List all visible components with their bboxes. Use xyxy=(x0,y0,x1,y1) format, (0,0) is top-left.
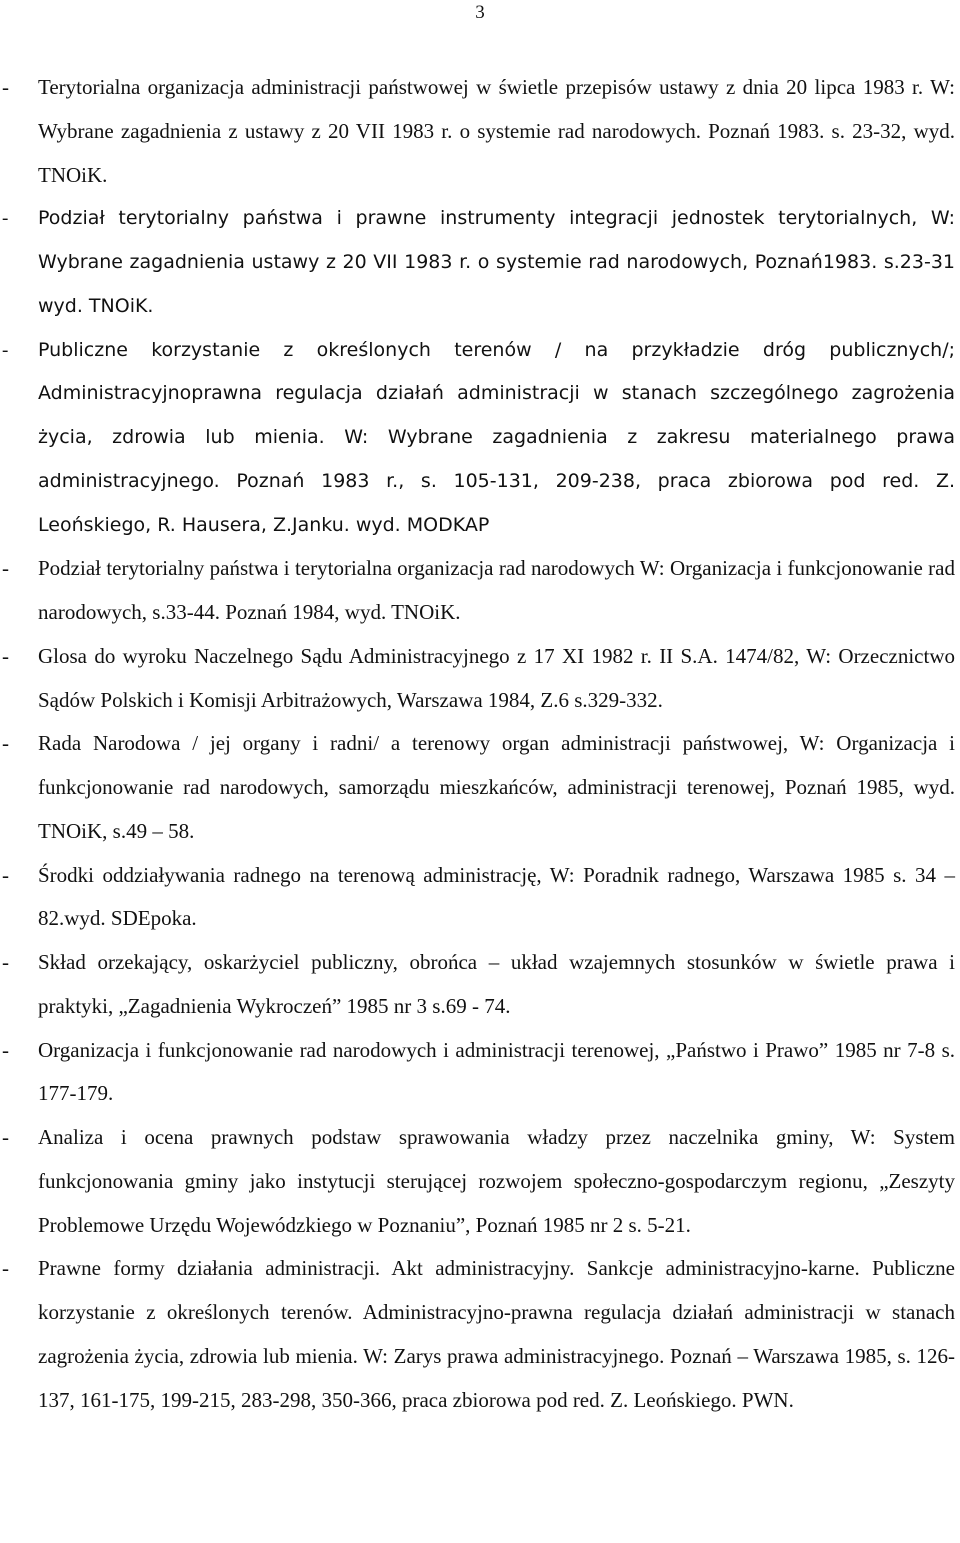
entry-text: Prawne formy działania administracji. Akt administracyjny. Sankcje administracyjno-karne. Publiczne korzystanie z określonych terenów. Administracyjno-prawna regulacja działań administracji w stanach zagrożenia życia, zdrowia lub mienia. W: Zarys prawa administracyjnego. Poznań – Warszawa 1985, s. 126-137, 161-175, 199-215, 283-298, 350-366, praca zbiorowa pod red. Z. Leońskiego. PWN. xyxy=(38,1256,955,1412)
list-item xyxy=(0,635,955,723)
entry-text: Podział terytorialny państwa i prawne instrumenty integracji jednostek terytorialnych, W: Wybrane zagadnienia ustawy z 20 VII 1983 r. o systemie rad narodowych, Poznań1983. s.23-31 wyd. TNOiK. xyxy=(38,207,955,317)
entry-text: Podział terytorialny państwa i terytorialna organizacja rad narodowych W: Organizacja i funkcjonowanie rad narodowych, s.33-44. Poznań 1984, wyd. TNOiK. xyxy=(38,556,955,624)
list-item xyxy=(0,722,955,853)
entry-text: Analiza i ocena prawnych podstaw sprawowania władzy przez naczelnika gminy, W: System funkcjonowania gminy jako instytucji sterującej rozwojem społeczno-gospodarczym regionu, „Zeszyty Problemowe Urzędu Wojewódzkiego w Poznaniu”, Poznań 1985 nr 2 s. 5-21. xyxy=(38,1125,955,1237)
list-item xyxy=(0,197,955,328)
entry-text: Organizacja i funkcjonowanie rad narodowych i administracji terenowej, „Państwo i Prawo” 1985 nr 7-8 s. 177-179. xyxy=(38,1037,955,1106)
bibliography-list xyxy=(0,66,955,1422)
list-bullet: - xyxy=(2,1125,9,1149)
entry-text: Terytorialna organizacja administracji państwowej w świetle przepisów ustawy z dnia 20 lipca 1983 r. W: Wybrane zagadnienia z ustawy z 20 VII 1983 r. o systemie rad narodowych. Poznań 1983. s. 23-32, wyd. TNOiK. xyxy=(38,75,955,187)
list-bullet: - xyxy=(2,339,9,361)
list-item xyxy=(0,854,955,942)
page-number: 3 xyxy=(475,2,485,23)
list-item xyxy=(0,941,955,1029)
list-bullet: - xyxy=(2,556,9,581)
list-bullet: - xyxy=(2,1256,9,1281)
entry-text: Skład orzekający, oskarżyciel publiczny, obrońca – układ wzajemnych stosunków w świetle prawa i praktyki, „Zagadnienia Wykroczeń” 1985 nr 3 s.69 - 74. xyxy=(38,950,955,1018)
list-item xyxy=(0,1247,955,1422)
entry-text: Publiczne korzystanie z określonych terenów / na przykładzie dróg publicznych/; Administracyjnoprawna regulacja działań administracji w stanach szczególnego zagrożenia życia, zdrowia lub mienia. W: Wybrane zagadnienia z zakresu materialnego prawa administracyjnego. Poznań 1983 r., s. 105-131, 209-238, praca zbiorowa pod red. Z. Leońskiego, R. Hausera, Z.Janku. wyd. MODKAP xyxy=(38,338,955,536)
list-item xyxy=(0,547,955,635)
list-bullet: - xyxy=(2,862,9,887)
entry-text: Środki oddziaływania radnego na terenową administrację, W: Poradnik radnego, Warszawa 1985 s. 34 – 82.wyd. SDEpoka. xyxy=(38,862,955,931)
list-bullet: - xyxy=(2,643,9,668)
list-item xyxy=(0,1029,955,1117)
list-bullet: - xyxy=(2,208,9,230)
list-item xyxy=(0,1116,955,1247)
list-item xyxy=(0,329,955,548)
list-bullet: - xyxy=(2,731,9,756)
list-bullet: - xyxy=(2,1037,9,1062)
list-bullet: - xyxy=(2,950,9,974)
list-bullet: - xyxy=(2,75,9,99)
list-item xyxy=(0,66,955,197)
entry-text: Glosa do wyroku Naczelnego Sądu Administracyjnego z 17 XI 1982 r. II S.A. 1474/82, W: Orzecznictwo Sądów Polskich i Komisji Arbitrażowych, Warszawa 1984, Z.6 s.329-332. xyxy=(38,643,955,712)
entry-text: Rada Narodowa / jej organy i radni/ a terenowy organ administracji państwowej, W: Organizacja i funkcjonowanie rad narodowych, samorządu mieszkańców, administracji terenowej, Poznań 1985, wyd. TNOiK, s.49 – 58. xyxy=(38,731,955,843)
